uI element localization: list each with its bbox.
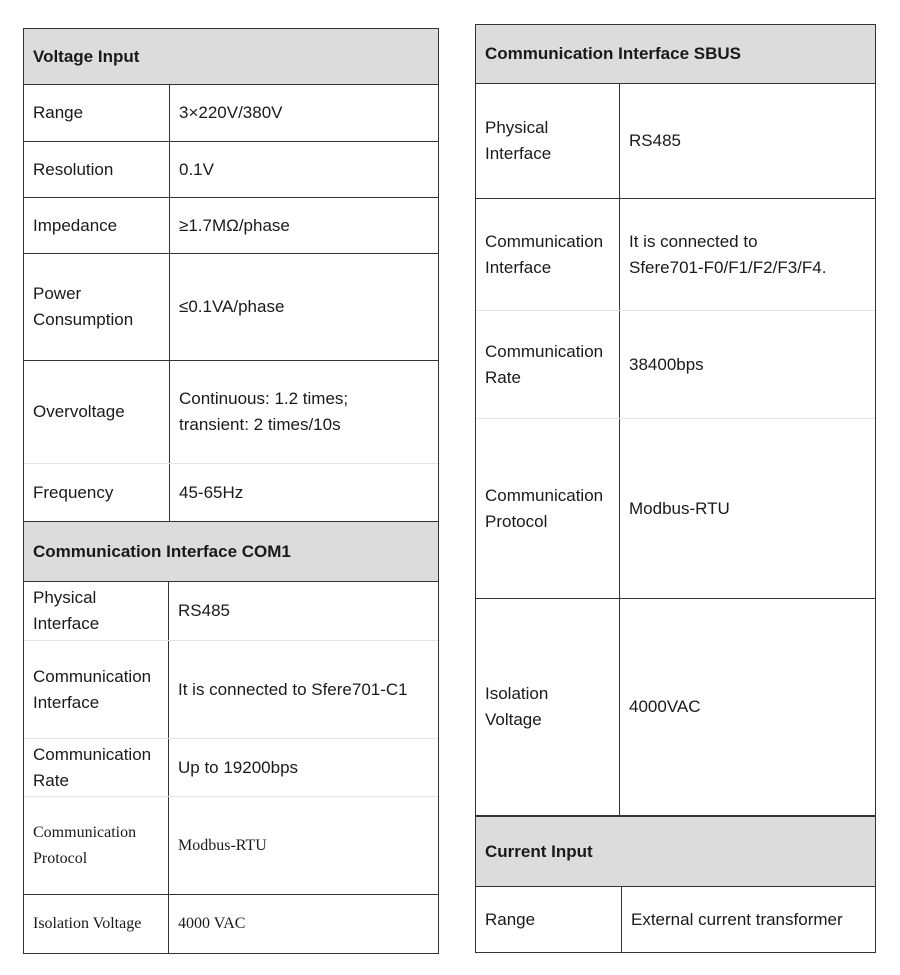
row-label: Communication Interface <box>476 199 620 310</box>
row-value: Modbus-RTU <box>178 836 267 854</box>
row-value: External current transformer <box>631 909 843 929</box>
row-value: Modbus-RTU <box>629 498 730 518</box>
table-row <box>476 84 875 198</box>
row-value: RS485 <box>178 601 230 620</box>
row-label: Communication Rate <box>24 739 169 796</box>
table-row <box>24 360 438 463</box>
table-row <box>24 463 438 521</box>
row-value: 0.1V <box>179 159 214 179</box>
row-value: Continuous: 1.2 times; transient: 2 times/10s <box>179 389 349 434</box>
current-input-title: Current Input <box>476 817 875 887</box>
com1-table <box>23 521 439 954</box>
table-row <box>24 85 438 141</box>
row-label: Communication Rate <box>476 311 620 418</box>
row-value: 45-65Hz <box>179 482 244 502</box>
sbus-title: Communication Interface SBUS <box>476 25 875 84</box>
row-label: Physical Interface <box>24 582 169 640</box>
current-input-table <box>475 816 876 953</box>
row-label: Overvoltage <box>24 361 170 463</box>
row-label: Impedance <box>24 198 170 253</box>
table-row <box>24 640 438 738</box>
row-label: Communication Protocol <box>476 419 620 598</box>
row-label: Range <box>24 85 170 141</box>
row-value: It is connected to Sfere701-C1 <box>178 679 408 699</box>
table-row <box>24 141 438 197</box>
row-value: 3×220V/380V <box>179 103 283 122</box>
table-row <box>24 197 438 253</box>
table-row <box>24 796 438 894</box>
com1-title: Communication Interface COM1 <box>24 522 438 582</box>
table-row <box>24 894 438 953</box>
row-value: RS485 <box>629 131 681 150</box>
row-label: Isolation Voltage <box>476 599 620 815</box>
table-row <box>24 582 438 640</box>
table-row <box>476 887 875 952</box>
table-row <box>476 310 875 418</box>
table-row <box>24 738 438 796</box>
row-value: Up to 19200bps <box>178 757 299 777</box>
row-value: 4000VAC <box>629 697 701 716</box>
sbus-table <box>475 24 876 816</box>
row-label: Power Consumption <box>24 254 170 360</box>
row-label: Physical Interface <box>476 84 620 198</box>
voltage-input-table <box>23 28 439 522</box>
row-value: ≥1.7MΩ/phase <box>179 215 290 235</box>
table-row <box>476 198 875 310</box>
table-row <box>24 253 438 360</box>
table-row <box>476 598 875 815</box>
row-value: ≤0.1VA/phase <box>179 297 285 316</box>
row-label: Isolation Voltage <box>24 895 169 953</box>
row-value: It is connected to Sfere701-F0/F1/F2/F3/F4. <box>629 231 827 277</box>
voltage-input-title: Voltage Input <box>24 29 438 85</box>
table-row <box>476 418 875 598</box>
row-value: 38400bps <box>629 354 704 374</box>
row-label: Frequency <box>24 464 170 521</box>
row-label: Communication Protocol <box>24 797 169 894</box>
row-value: 4000 VAC <box>178 915 246 932</box>
row-label: Range <box>476 887 622 952</box>
row-label: Resolution <box>24 142 170 197</box>
row-label: Communication Interface <box>24 641 169 738</box>
